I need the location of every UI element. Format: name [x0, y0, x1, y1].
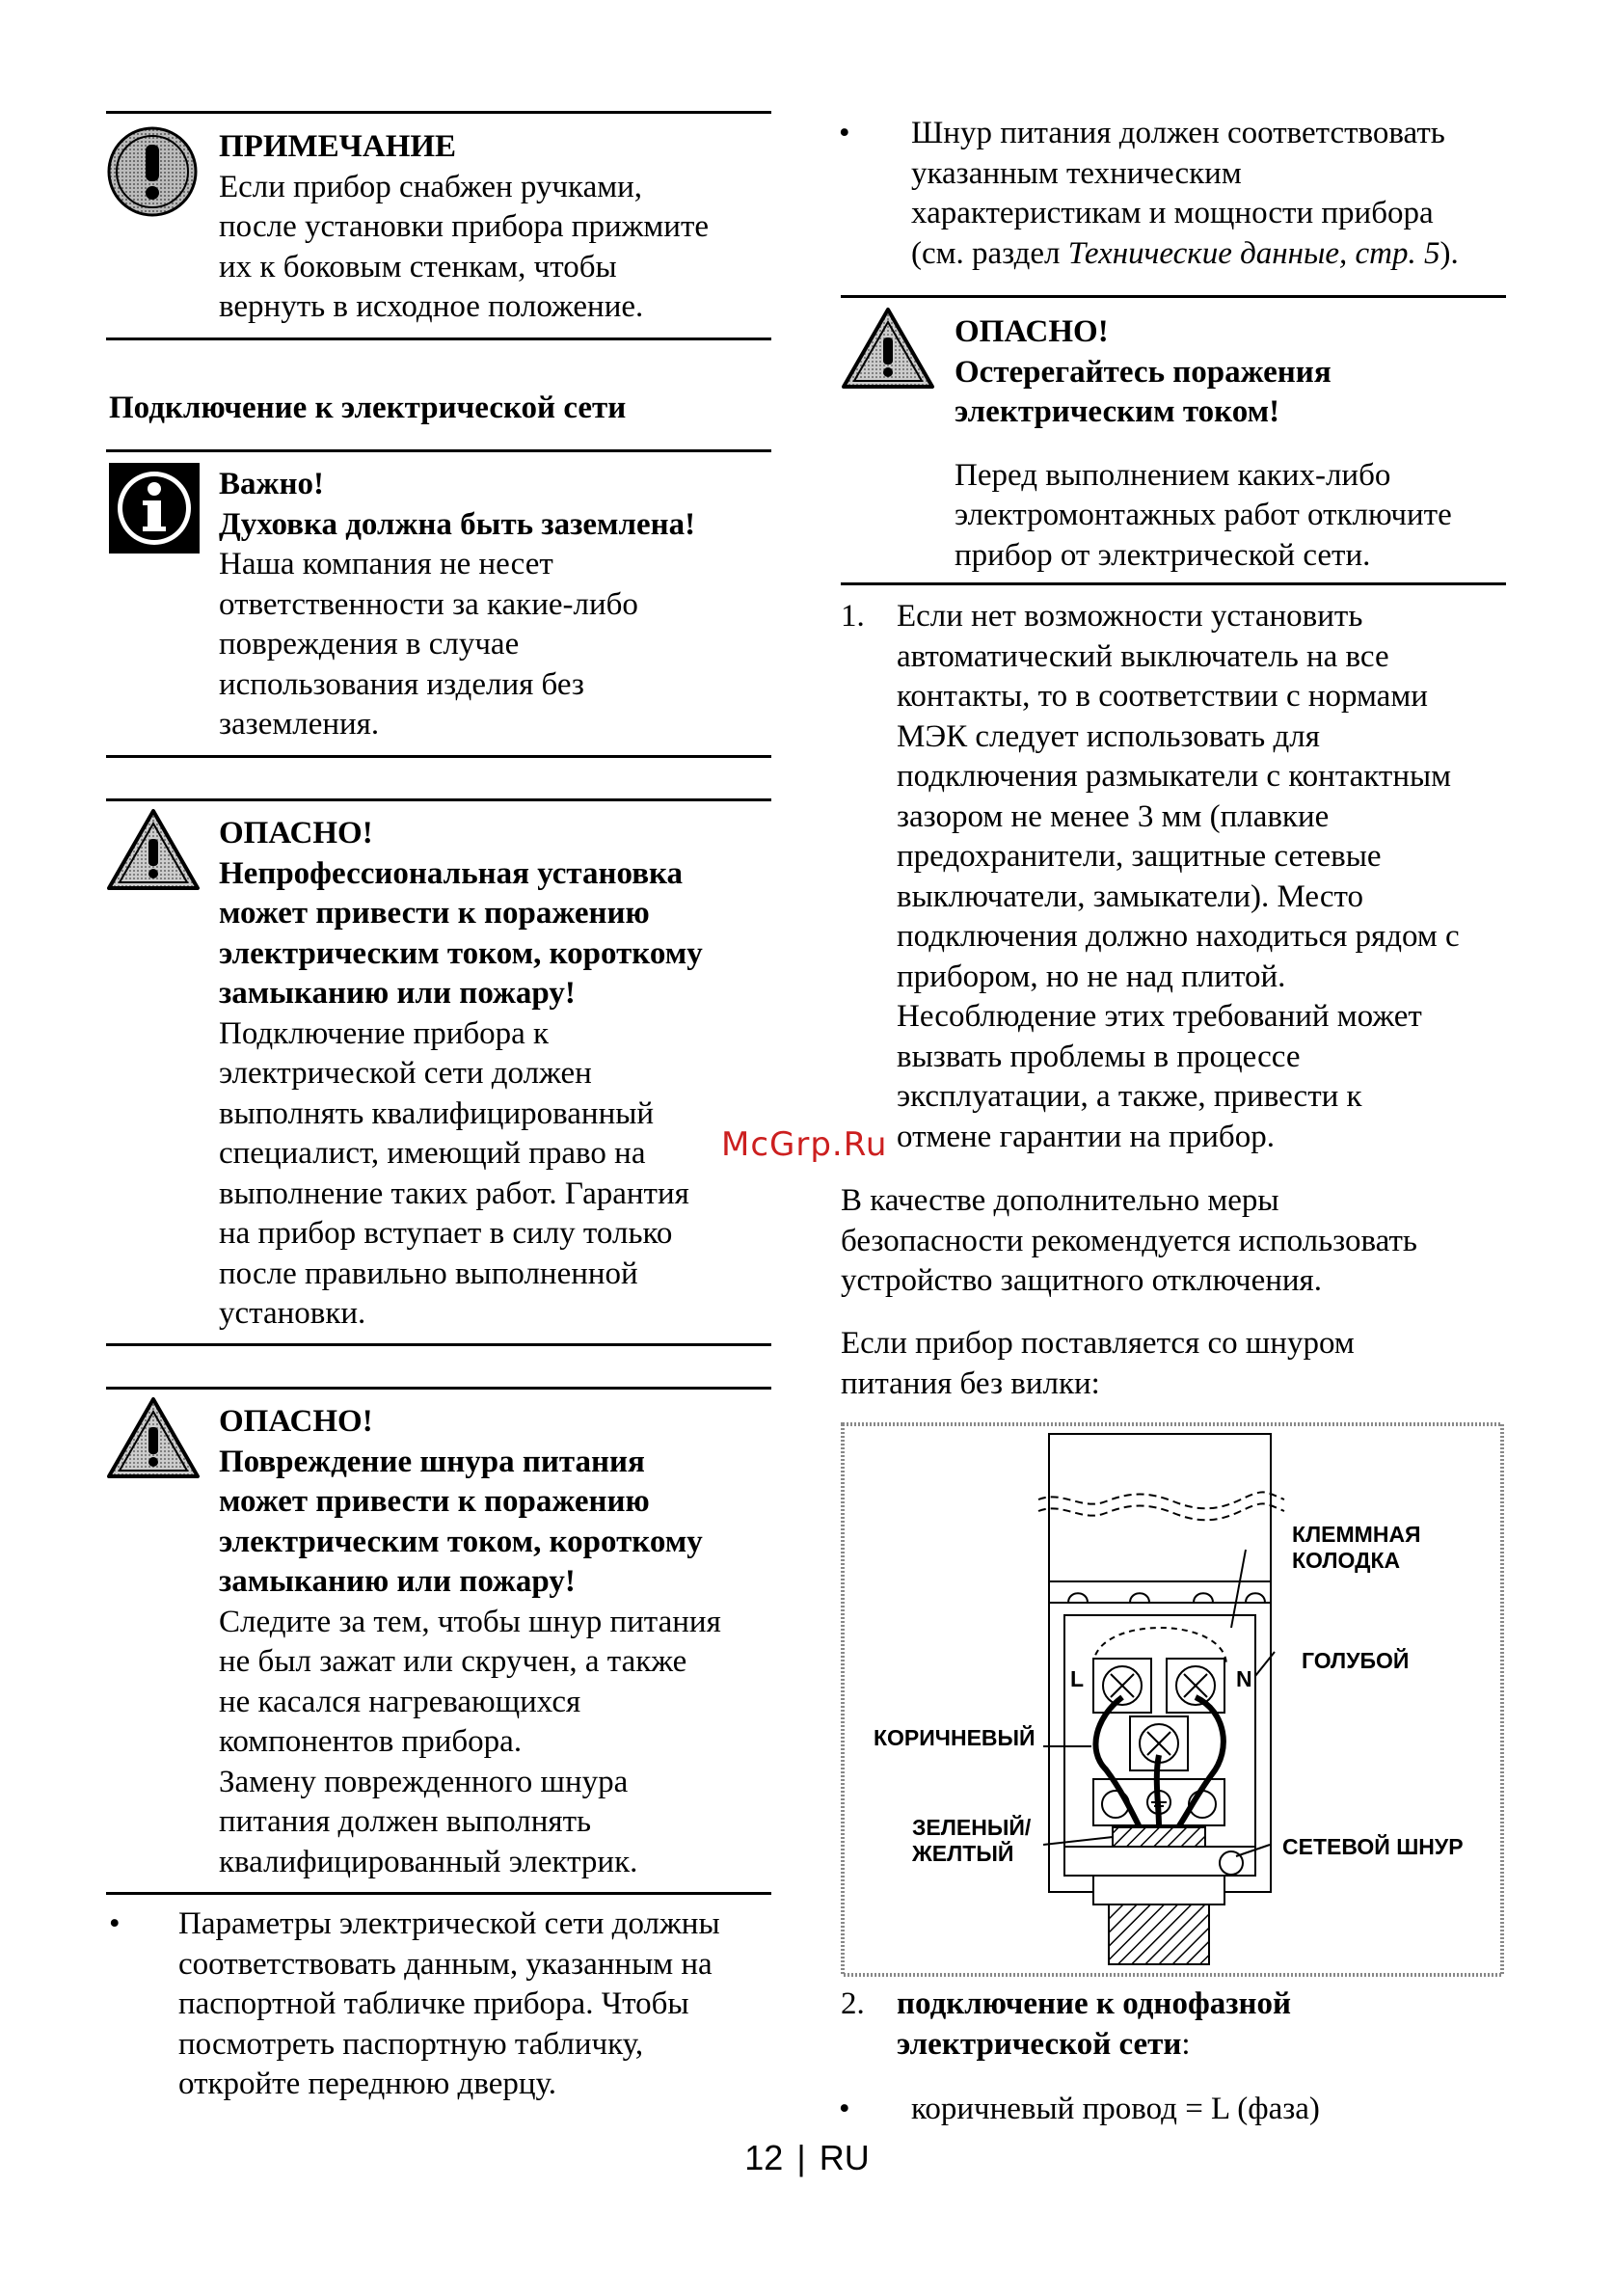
- item1-line: выключатели, замыкатели). Место: [897, 878, 1363, 914]
- important-block: [219, 465, 778, 745]
- rule-danger1-bottom: [106, 1343, 771, 1346]
- footer-lang: RU: [819, 2138, 870, 2177]
- label-blue: ГОЛУБОЙ: [1302, 1648, 1410, 1673]
- page-number: 12: [744, 2138, 784, 2177]
- item2-bold-line: электрической сети: [897, 2026, 1182, 2062]
- danger1-bold-line: Непрофессиональная установка: [219, 855, 684, 891]
- important-line: ответственности за какие-либо: [219, 586, 638, 622]
- page-footer: [0, 2138, 1614, 2178]
- rule-danger1-top: [106, 798, 771, 801]
- right-bullet2-marker: •: [839, 2092, 850, 2126]
- item1-block: [897, 597, 1581, 1157]
- left-bullet-line: паспортной табличке прибора. Чтобы: [178, 1986, 689, 2021]
- left-bullet-line: Параметры электрической сети должны: [178, 1906, 720, 1941]
- label-green-yellow: ЗЕЛЕНЫЙ/: [912, 1815, 1032, 1840]
- note-line: Если прибор снабжен ручками,: [219, 169, 643, 204]
- terminal-l: L: [1070, 1666, 1085, 1691]
- item2-block: [897, 1985, 1552, 2065]
- item1-line: эксплуатации, а также, привести к: [897, 1079, 1362, 1114]
- right-bullet1-line: Шнур питания должен соответствовать: [911, 116, 1445, 150]
- item1-line: контакты, то в соответствии с нормами: [897, 679, 1428, 714]
- rule-note-top: [106, 111, 771, 114]
- rdanger-bold-line: Остерегайтесь поражения: [955, 354, 1332, 390]
- important-line: Наша компания не несет: [219, 547, 553, 581]
- danger2-line: не был зажат или скручен, а также: [219, 1644, 687, 1679]
- item2-suffix: :: [1181, 2026, 1191, 2062]
- danger1-bold-line: может привести к поражению: [219, 896, 650, 931]
- item1-line: Несоблюдение этих требований может: [897, 999, 1422, 1034]
- danger1-block: [219, 814, 778, 1335]
- housing-top: [1049, 1434, 1271, 1581]
- info-icon: [109, 463, 200, 554]
- spacer: [955, 433, 1533, 456]
- rule-important-bottom: [106, 755, 771, 758]
- danger2-line: Замену поврежденного шнура: [219, 1764, 629, 1799]
- warning-triangle-icon: [106, 1396, 201, 1479]
- danger2-line: питания должен выполнять: [219, 1804, 592, 1839]
- note-line: их к боковым стенкам, чтобы: [219, 249, 617, 284]
- item1-number: 1.: [841, 599, 865, 634]
- left-bullet-marker: •: [109, 1906, 121, 1941]
- danger2-title: ОПАСНО!: [219, 1404, 373, 1439]
- danger1-line: выполнение таких работ. Гарантия: [219, 1175, 689, 1211]
- important-line: использования изделия без: [219, 666, 584, 702]
- rdanger-title: ОПАСНО!: [955, 314, 1109, 349]
- right-bullet2-text: коричневый провод = L (фаза): [911, 2092, 1320, 2126]
- important-bold-line: Духовка должна быть заземлена!: [219, 506, 696, 542]
- item1-line: Если нет возможности установить: [897, 599, 1363, 634]
- item1-line: автоматический выключатель на все: [897, 638, 1389, 674]
- label-green-yellow: ЖЕЛТЫЙ: [912, 1841, 1014, 1866]
- item1-line: предохранители, защитные сетевые: [897, 839, 1382, 874]
- note-line: после установки прибора прижмите: [219, 209, 710, 244]
- right-bullet1-marker: •: [839, 116, 850, 150]
- rule-rdanger-bottom: [841, 582, 1506, 585]
- danger2-bold-line: замыканию или пожару!: [219, 1564, 576, 1599]
- item1-line: подключения должно находиться рядом с: [897, 919, 1460, 954]
- note-title: ПРИМЕЧАНИЕ: [219, 129, 457, 164]
- rule-rdanger-top: [841, 295, 1506, 298]
- para-cord-line: Если прибор поставляется со шнуром: [841, 1326, 1355, 1361]
- para-rcd: [841, 1181, 1535, 1302]
- item1-line: отмене гарантии на прибор.: [897, 1119, 1275, 1154]
- danger1-line: выполнять квалифицированный: [219, 1095, 655, 1131]
- exclamation-circle-icon: [106, 125, 199, 218]
- danger1-line: электрической сети должен: [219, 1056, 592, 1091]
- danger2-line: не касался нагревающихся: [219, 1684, 581, 1719]
- green-wire: [1157, 1755, 1159, 1827]
- right-bullet1-suffix: ).: [1439, 235, 1459, 271]
- item1-line: подключения размыкатели с контактным: [897, 759, 1452, 794]
- rule-note-bottom: [106, 338, 771, 340]
- rule-important-top: [106, 449, 771, 452]
- para-rcd-line: В качестве дополнительно меры: [841, 1183, 1279, 1218]
- item1-line: прибором, но не над плитой.: [897, 959, 1286, 994]
- danger1-line: на прибор вступает в силу только: [219, 1216, 673, 1251]
- item2-number: 2.: [841, 1986, 865, 2021]
- watermark: McGrp.Ru: [721, 1125, 888, 1164]
- label-power-cord: СЕТЕВОЙ ШНУР: [1282, 1834, 1464, 1859]
- left-bullet-block: [178, 1904, 795, 2105]
- right-bullet1-block: [911, 114, 1567, 274]
- tech-data-reference: Технические данные, стр. 5: [1067, 235, 1440, 271]
- rdanger-line: прибор от электрической сети.: [955, 537, 1371, 573]
- power-cord: [1109, 1904, 1209, 1964]
- rdanger-line: электромонтажных работ отключите: [955, 498, 1452, 532]
- danger1-bold-line: замыканию или пожару!: [219, 976, 576, 1011]
- section-heading: Подключение к электрической сети: [109, 391, 627, 425]
- wiring-diagram: [841, 1422, 1504, 1977]
- danger1-bold-line: электрическим током, короткому: [219, 935, 703, 971]
- item1-line: зазором не менее 3 мм (плавкие: [897, 798, 1330, 834]
- right-bullet1-prefix: (см. раздел: [911, 235, 1068, 271]
- rdanger-line: Перед выполнением каких-либо: [955, 457, 1391, 493]
- danger1-line: установки.: [219, 1296, 366, 1331]
- para-cord-line: питания без вилки:: [841, 1365, 1100, 1401]
- danger2-line: Следите за тем, чтобы шнур питания: [219, 1604, 721, 1639]
- left-bullet-line: посмотреть паспортную табличку,: [178, 2026, 644, 2062]
- label-brown: КОРИЧНЕВЫЙ: [874, 1725, 1036, 1750]
- note-block: [219, 127, 778, 328]
- right-bullet1-line: указанным техническим: [911, 155, 1242, 191]
- left-bullet-line: откройте переднюю дверцу.: [178, 2066, 556, 2101]
- cord-clamp: [1113, 1827, 1205, 1849]
- terminal-n: N: [1236, 1666, 1252, 1691]
- note-line: вернуть в исходное положение.: [219, 289, 644, 324]
- left-bullet-line: соответствовать данным, указанным на: [178, 1946, 713, 1982]
- item1-line: вызвать проблемы в процессе: [897, 1039, 1301, 1074]
- important-line: повреждения в случае: [219, 627, 520, 662]
- footer-separator: |: [796, 2138, 806, 2177]
- danger2-block: [219, 1402, 778, 1882]
- danger1-line: после правильно выполненной: [219, 1256, 638, 1291]
- rule-danger2-bottom: [106, 1892, 771, 1895]
- warning-triangle-icon: [841, 307, 935, 390]
- label-terminal-block: КОЛОДКА: [1292, 1548, 1401, 1573]
- important-title: Важно!: [219, 467, 324, 501]
- item1-line: МЭК следует использовать для: [897, 718, 1320, 754]
- right-bullet1-last-line: [911, 234, 1567, 275]
- danger1-line: специалист, имеющий право на: [219, 1136, 646, 1171]
- danger2-bold-line: электрическим током, короткому: [219, 1524, 703, 1559]
- danger2-line: квалифицированный электрик.: [219, 1844, 638, 1879]
- para-rcd-line: устройство защитного отключения.: [841, 1263, 1322, 1298]
- right-bullet1-line: характеристикам и мощности прибора: [911, 196, 1434, 230]
- rdanger-block: [955, 312, 1533, 576]
- danger2-bold-line: может привести к поражению: [219, 1484, 650, 1519]
- danger2-bold-line: Повреждение шнура питания: [219, 1444, 645, 1479]
- label-terminal-block: КЛЕММНАЯ: [1292, 1522, 1421, 1547]
- warning-triangle-icon: [106, 808, 201, 891]
- rdanger-bold-line: электрическим током!: [955, 394, 1280, 429]
- danger1-title: ОПАСНО!: [219, 816, 373, 851]
- item2-bold-line: подключение к однофазной: [897, 1986, 1292, 2021]
- para-cord: [841, 1324, 1535, 1404]
- danger2-line: компонентов прибора.: [219, 1724, 523, 1759]
- danger1-line: Подключение прибора к: [219, 1015, 550, 1051]
- rule-danger2-top: [106, 1387, 771, 1390]
- important-line: заземления.: [219, 707, 380, 742]
- para-rcd-line: безопасности рекомендуется использовать: [841, 1223, 1417, 1258]
